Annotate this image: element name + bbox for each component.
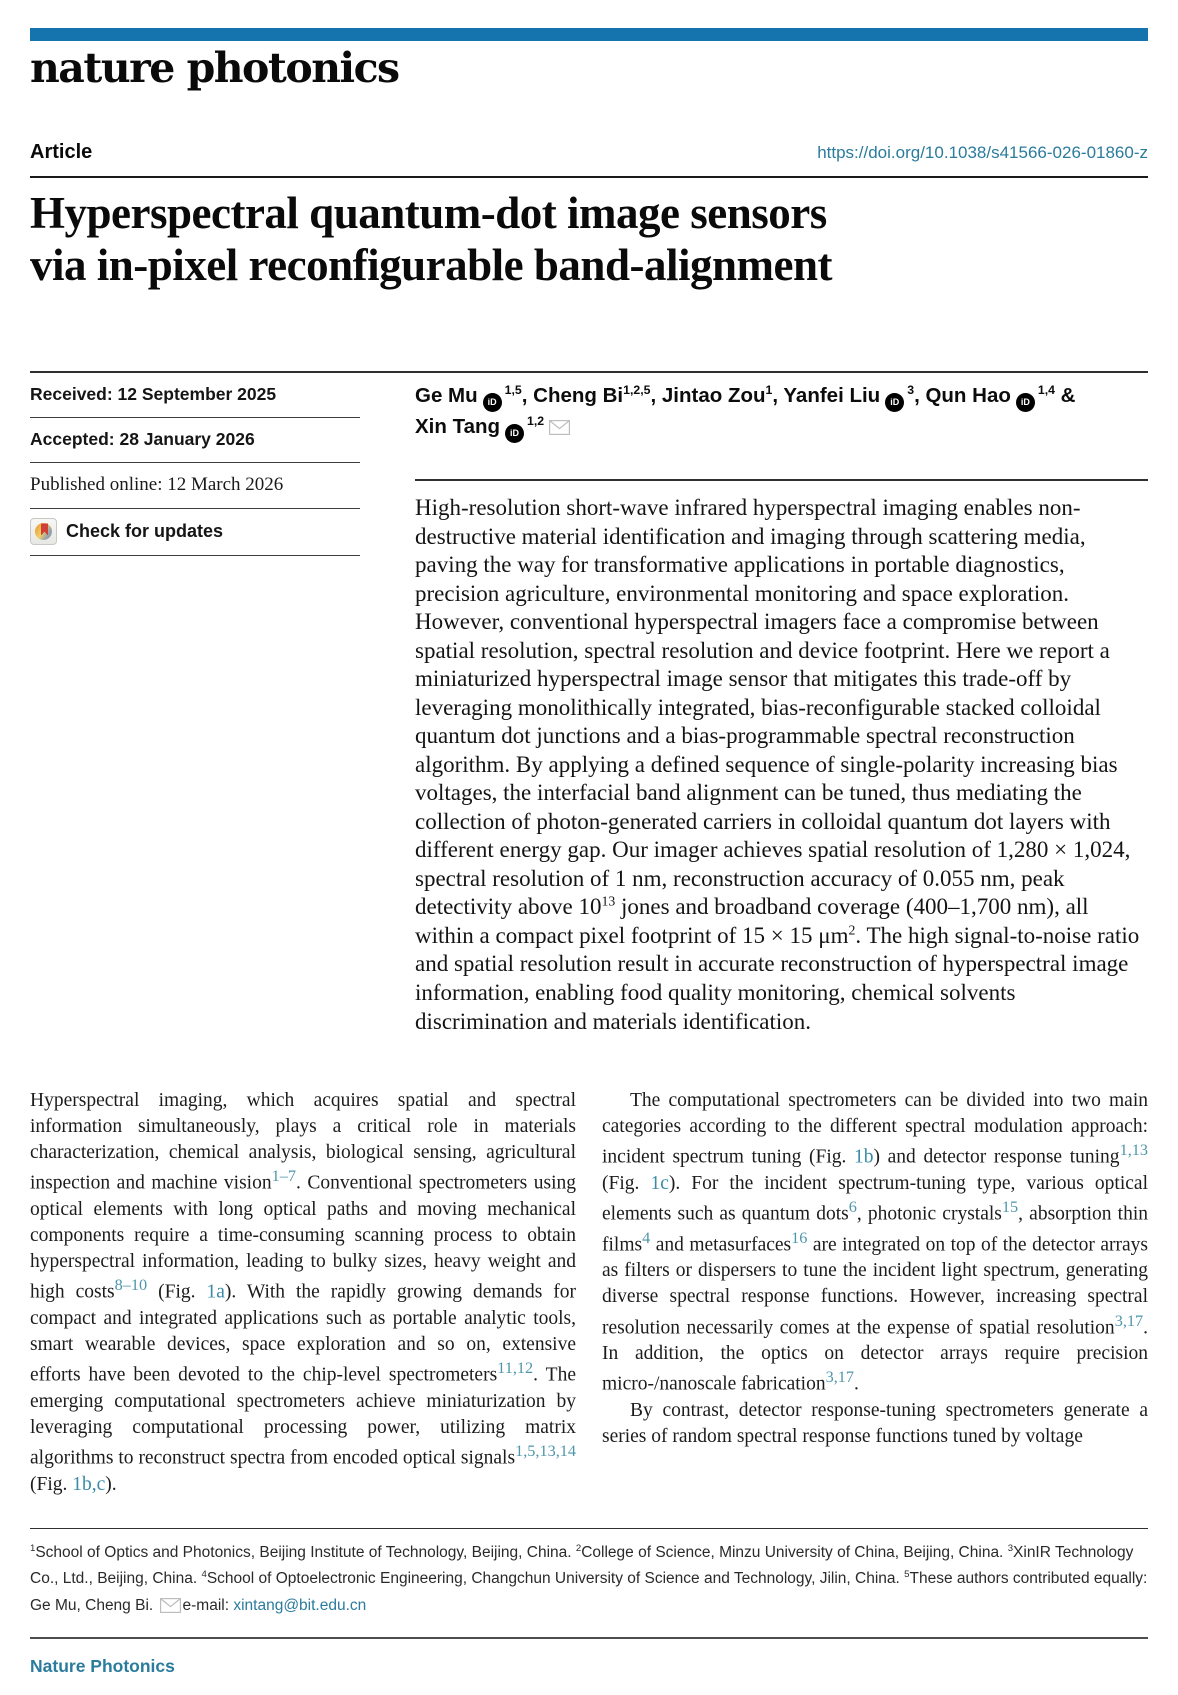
superscript: 1 <box>30 1542 36 1554</box>
check-for-updates-label: Check for updates <box>66 521 224 542</box>
citation-ref[interactable]: 15 <box>1001 1198 1019 1217</box>
orcid-icon[interactable]: iD <box>505 424 524 443</box>
superscript: 1,4 <box>1037 383 1055 398</box>
article-page <box>0 28 1178 1695</box>
body-paragraph: Hyperspectral imaging, which acquires spatial and spectral information simultaneously, plays a critical role in materials characterization, chemical analysis, biological sensing, agricultural inspection and machine vision$^{1-7}$. Conventional spectrometers using optical elements with long optical paths and moving mechanical components require a time-consuming scanning process to obtain hyperspectral information, leading to bulky sizes, heavy weight and high costs$^{8-10}$ (Fig. 1a). With the rapidly growing demands for compact and integrated applications such as portable analytic tools, smart wearable devices, space exploration and so on, extensive efforts have been devoted to the chip-level spectrometers$^{11,12}$. The emerging computational spectrometers achieve miniaturization by leveraging computational processing power, utilizing matrix algorithms to reconstruct spectra from encoded optical signals$^{1,5,13,14}$ (Fig. 1b,c). <box>30 1090 576 1495</box>
superscript: 1,5 <box>504 383 522 398</box>
citation-ref[interactable]: 11,12 <box>497 1359 534 1378</box>
metadata-and-abstract <box>30 373 1148 1036</box>
orcid-icon[interactable]: iD <box>1016 393 1035 412</box>
body-left-column <box>30 1088 576 1498</box>
orcid-icon[interactable]: iD <box>483 393 502 412</box>
citation-ref[interactable]: 8–10 <box>114 1276 148 1295</box>
header-divider <box>30 176 1148 178</box>
superscript: 4 <box>201 1569 207 1581</box>
superscript: 1,2,5 <box>623 383 651 398</box>
abstract-text: High-resolution short-wave infrared hyperspectral imaging enables non-destructive material identification and imaging through scattering media, paving the way for transformative applications in portable diagnostics, precision agriculture, environmental monitoring and space exploration. However, conventional hyperspectral imagers face a compromise between spatial resolution, spectral resolution and device footprint. Here we report a miniaturized hyperspectral image sensor that mitigates this trade-off by leveraging monolithically integrated, bias-reconfigurable stacked colloidal quantum dot junctions and a bias-programmable spectral reconstruction algorithm. By applying a defined sequence of single-polarity increasing bias voltages, the interfacial band alignment can be tuned, thus mediating the collection of photon-generated carriers in colloidal quantum dot layers with different energy gap. Our imager achieves spatial resolution of 1,280 × 1,024, spectral resolution of 1 nm, reconstruction accuracy of 0.055 nm, peak detectivity above $10^{13}$ jones and broadband coverage (400–1,700 nm), all within a compact pixel footprint of 15 × 15 $\mu m^2$. The high signal-to-noise ratio and spatial resolution result in accurate reconstruction of hyperspectral image information, enabling food quality monitoring, chemical solvents discrimination and materials identification. <box>415 495 1140 1034</box>
citation-ref[interactable]: 4 <box>642 1228 651 1247</box>
citation-ref[interactable]: 3,17 <box>1114 1311 1144 1330</box>
body-text <box>30 1088 1148 1498</box>
superscript: 1,2 <box>527 414 545 429</box>
doi-link[interactable]: https://doi.org/10.1038/s41566-026-01860-z <box>817 143 1148 163</box>
footer-journal-name: Nature Photonics <box>30 1655 175 1676</box>
article-title <box>30 187 1148 291</box>
title-line-2: via in-pixel reconfigurable band-alignment <box>30 240 832 291</box>
main-column <box>415 373 1148 1036</box>
article-header-row <box>30 141 1148 164</box>
orcid-icon[interactable]: iD <box>885 393 904 412</box>
citation-ref[interactable]: 1–7 <box>271 1167 296 1186</box>
envelope-icon <box>160 1596 181 1622</box>
superscript: 3 <box>1007 1542 1014 1554</box>
superscript: 1 <box>765 383 773 398</box>
footnote-divider <box>30 1528 1148 1529</box>
check-for-updates[interactable] <box>30 509 360 556</box>
citation-ref[interactable]: 6 <box>848 1198 857 1217</box>
citation-ref[interactable]: 1,5,13,14 <box>515 1442 576 1461</box>
footer-divider <box>30 1637 1148 1639</box>
body-paragraph: By contrast, detector response-tuning spectrometers generate a series of random spectral response functions tuned by voltage <box>602 1399 1148 1448</box>
title-line-1: Hyperspectral quantum-dot image sensors <box>30 188 827 239</box>
author-list: Ge Mu iD$^{1,5}$, Cheng Bi$^{1,2,5}$, Jintao Zou$^1$, Yanfei Liu $iD^3$, Qun Hao iD$^{1,4}$ & Xin Tang iD$^{1,2}$ <box>415 381 1148 445</box>
article-type-label: Article <box>30 141 93 164</box>
superscript: 3 <box>907 383 915 398</box>
affiliations-footnote: $^1$School of Optics and Photonics, Beijing Institute of Technology, Beijing, China. $^2$College of Science, Minzu University of China, Beijing, China. $^3$XinIR Technology Co., Ltd., Beijing, China. $^4$School of Optoelectronic Engineering, Changchun University of Science and Technology, Jilin, China. $^5$These authors contributed equally: Ge Mu, Cheng Bi. e-mail: xintang@bit.edu.cn <box>30 1540 1148 1622</box>
citation-ref[interactable]: 3,17 <box>825 1368 855 1387</box>
citation-ref[interactable]: 16 <box>791 1228 808 1247</box>
figure-ref[interactable]: 1c <box>650 1172 669 1194</box>
superscript: 2 <box>575 1542 582 1554</box>
crossmark-icon[interactable] <box>30 518 57 545</box>
body-paragraph: The computational spectrometers can be divided into two main categories according to the different spectral modulation approach: incident spectrum tuning (Fig. 1b) and detector response tuning$^{1,13}$ (Fig. 1c). For the incident spectrum-tuning type, various optical elements such as quantum dots$^6$, photonic crystals$^{15}$, absorption thin films$^4$ and metasurfaces$^{16}$ are integrated on top of the detector arrays as filters or dispersers to tune the incident light spectrum, generating diverse spectral response functions. However, increasing spectral resolution necessarily comes at the expense of spatial resolution$^{3,17}$. In addition, the optics on detector arrays require precision micro-/nanoscale fabrication$^{3,17}$. <box>602 1090 1148 1395</box>
history-column <box>30 373 360 1036</box>
journal-logo: nature photonics <box>30 44 399 92</box>
envelope-icon <box>549 414 570 445</box>
figure-ref[interactable]: 1b,c <box>72 1473 106 1495</box>
abstract-divider <box>415 479 1148 481</box>
body-right-column <box>602 1088 1148 1498</box>
journal-accent-bar <box>30 28 1148 41</box>
superscript: 2 <box>848 922 856 938</box>
figure-ref[interactable]: 1b <box>854 1146 874 1168</box>
superscript: 13 <box>601 893 616 909</box>
accepted-date: Accepted: 28 January 2026 <box>30 418 360 463</box>
superscript: 5 <box>904 1569 910 1581</box>
received-date: Received: 12 September 2025 <box>30 373 360 418</box>
published-date: Published online: 12 March 2026 <box>30 463 360 509</box>
figure-ref[interactable]: 1a <box>206 1281 225 1303</box>
email-link[interactable]: xintang@bit.edu.cn <box>233 1596 367 1614</box>
citation-ref[interactable]: 1,13 <box>1119 1141 1148 1160</box>
